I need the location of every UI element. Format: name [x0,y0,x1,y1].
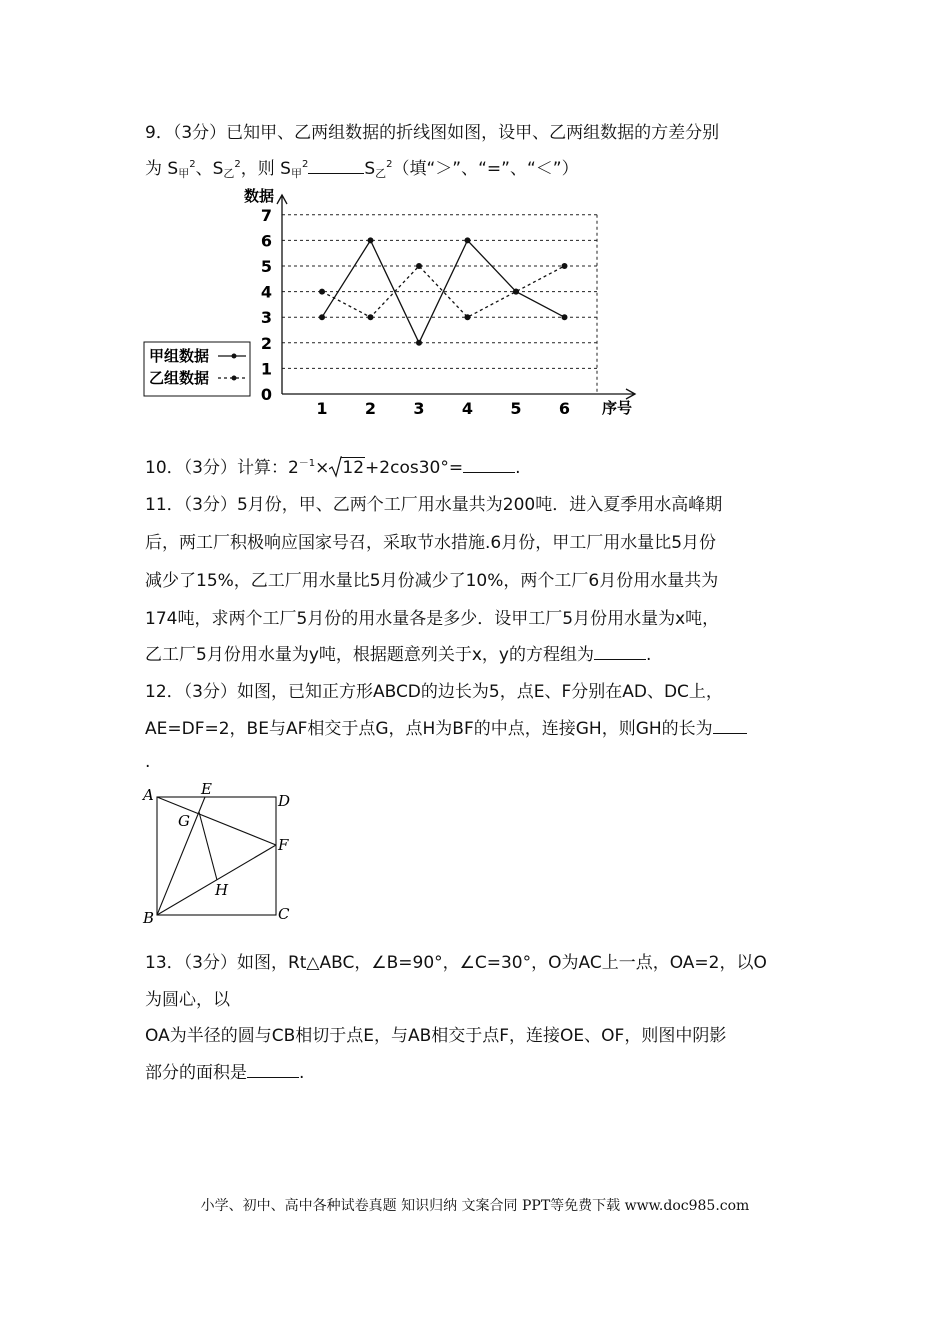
data-point-series-1 [368,237,374,243]
data-point-series-2 [416,263,422,269]
q9-text: 为 S [145,159,179,179]
line-chart [140,185,650,420]
chart-ylabel: 数据 [244,187,275,205]
label-g: G [178,812,190,830]
label-f: F [278,836,289,854]
q12-line-3: . [145,752,151,772]
q9-text: （填“＞”、“=”、“＜”） [392,159,579,179]
sqrt-expression [329,458,365,478]
answer-blank [463,456,515,473]
answer-blank [713,717,747,734]
q13-line-4 [145,1058,304,1083]
data-point-series-2 [319,289,325,295]
x-tick-label: 6 [558,399,571,418]
chart-grid [282,215,597,394]
data-point-series-1 [562,314,568,320]
q9-subscript: 甲 [178,167,190,180]
q9-subscript: 乙 [223,167,235,180]
q9-superscript: 2 [189,159,196,170]
q10-period: . [515,458,521,478]
q9-subscript: 乙 [375,167,387,180]
x-tick-label: 5 [510,399,522,418]
label-a: A [143,786,154,804]
x-tick-label: 4 [461,399,474,418]
answer-blank [308,157,364,174]
chart-ticks [261,206,570,418]
answer-blank [247,1061,299,1078]
legend-marker-series-1 [232,354,237,359]
q11-line-2: 后，两工厂积极响应国家号召，采取节水措施.6月份，甲工厂用水量比5月份 [145,533,717,553]
q9-line-1: 9．（3分）已知甲、乙两组数据的折线图如图，设甲、乙两组数据的方差分别 [145,123,720,143]
q11-text: 乙工厂5月份用水量为y吨，根据题意列关于x，y的方程组为 [145,645,594,665]
data-point-series-2 [562,263,568,269]
q12-text: AE=DF=2，BE与AF相交于点G，点H为BF的中点，连接GH，则GH的长为 [145,719,713,739]
q10-text: 10．（3分）计算：2 [145,458,299,478]
page-footer: 小学、初中、高中各种试卷真题 知识归纳 文案合同 PPT等免费下载 www.doc985.com [200,1198,750,1214]
segment-af [157,797,276,845]
y-tick-label: 1 [260,359,272,379]
label-c: C [278,905,290,923]
radical-sign-icon [329,456,342,478]
square-geometry-figure [140,778,300,926]
y-tick-label: 0 [260,385,272,404]
sqrt-radicand: 12 [342,458,365,478]
x-tick-label: 2 [364,399,377,418]
q10-line [145,453,520,478]
label-d: D [278,792,291,810]
q10-times: × [315,458,330,478]
data-point-series-2 [368,314,374,320]
y-tick-label: 4 [260,282,272,302]
answer-blank [594,643,646,660]
q9-text: ，则 S [240,159,291,179]
y-tick-label: 7 [260,205,272,225]
data-point-series-2 [465,314,471,320]
y-tick-label: 3 [260,308,272,328]
label-e: E [201,780,212,798]
q9-superscript: 2 [234,159,241,170]
legend-label-series-1: 甲组数据 [149,347,210,365]
data-point-series-1 [416,340,422,346]
q12-line-2 [145,714,747,739]
segment-gh [199,812,217,880]
q9-text: 、S [195,159,224,179]
data-point-series-2 [513,289,519,295]
q11-line-4: 174吨，求两个工厂5月份的用水量各是多少．设甲工厂5月份用水量为x吨， [145,609,720,629]
q13-text: 部分的面积是 [145,1063,247,1083]
q12-line-1: 12．（3分）如图，已知正方形ABCD的边长为5，点E、F分别在AD、DC上， [145,682,723,702]
x-tick-label: 3 [413,399,425,418]
data-point-series-1 [465,237,471,243]
q10-exponent: －1 [298,458,316,469]
q9-superscript: 2 [301,159,309,170]
legend-marker-series-2 [232,376,237,381]
q9-superscript: 2 [386,159,393,170]
q11-line-1: 11．（3分）5月份，甲、乙两个工厂用水量共为200吨．进入夏季用水高峰期 [145,495,723,515]
chart-legend [144,342,250,396]
q11-period: . [646,645,652,665]
q11-line-3: 减少了15%，乙工厂用水量比5月份减少了10%，两个工厂6月份用水量共为 [145,571,719,591]
q11-line-5 [145,640,651,665]
q9-line-2 [145,154,579,179]
y-tick-label: 6 [260,231,272,251]
q13-line-1: 13．（3分）如图，Rt△ABC，∠B=90°，∠C=30°，O为AC上一点，OA=2，以O [145,953,767,973]
label-b: B [143,909,155,926]
legend-label-series-2: 乙组数据 [149,369,210,387]
y-tick-label: 2 [260,333,272,353]
q13-period: . [299,1063,305,1083]
q13-line-3: OA为半径的圆与CB相切于点E，与AB相交于点F，连接OE、OF，则图中阴影 [145,1026,727,1046]
x-tick-label: 1 [316,399,328,418]
data-point-series-1 [319,314,325,320]
chart-xlabel: 序号 [602,399,633,417]
q9-subscript: 甲 [290,167,302,180]
q13-line-2: 为圆心，以 [145,990,230,1010]
q9-text: S [364,159,376,179]
label-h: H [215,881,229,899]
y-tick-label: 5 [260,257,272,276]
q10-text: +2cos30°= [365,458,464,478]
